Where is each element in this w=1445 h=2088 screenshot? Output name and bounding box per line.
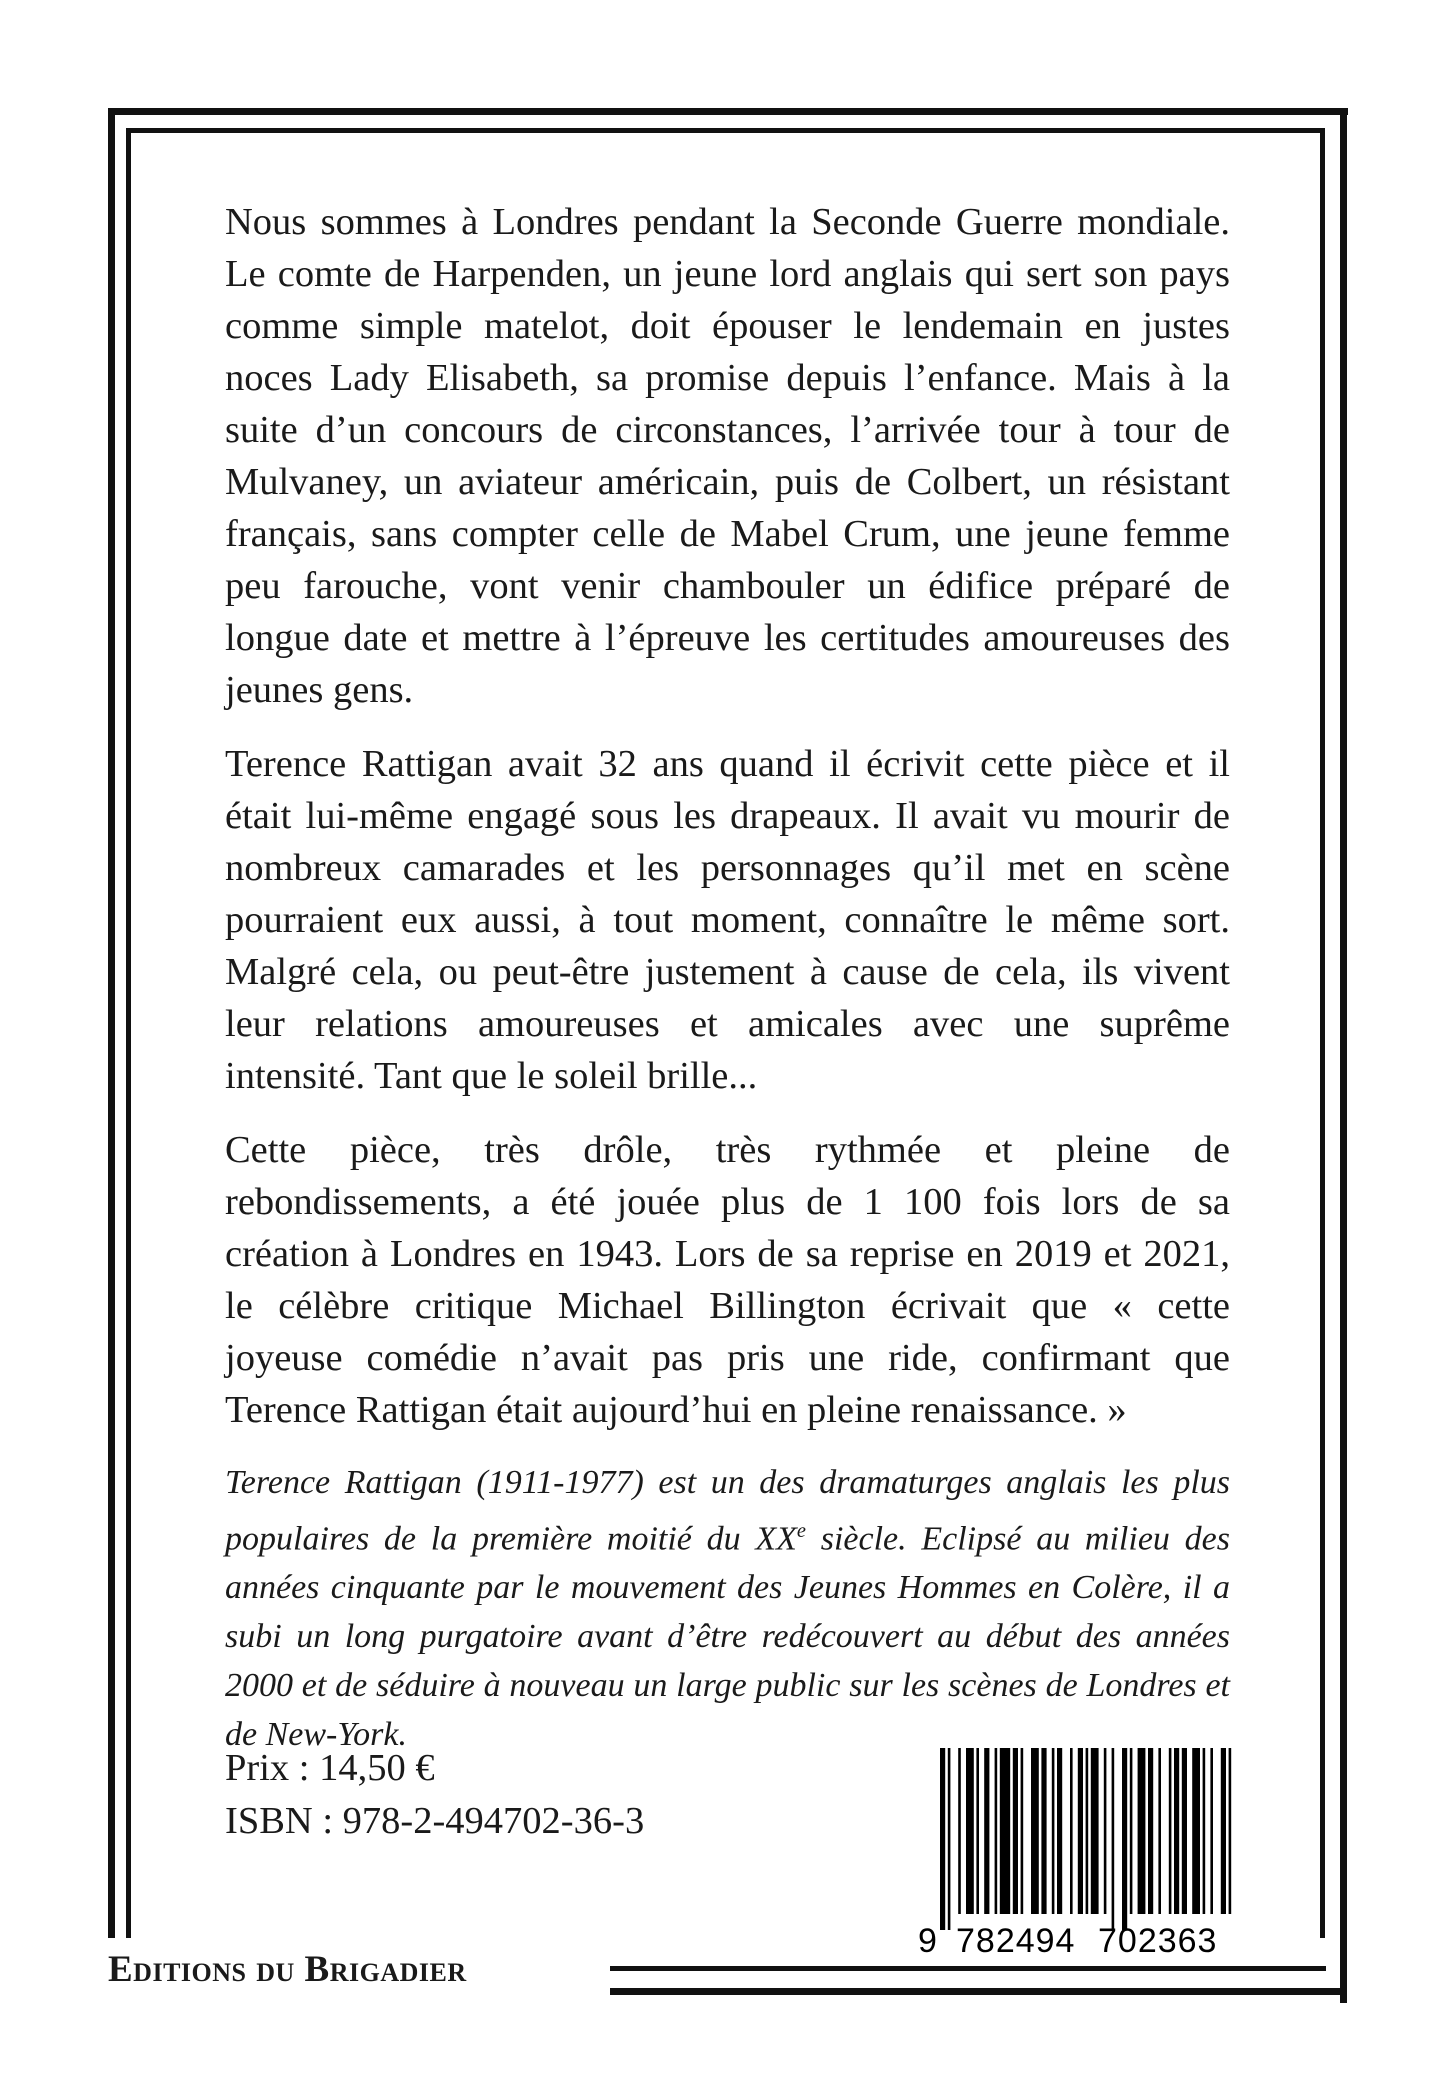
price-block — [225, 1742, 644, 1848]
summary-paragraph-3: Cette pièce, très drôle, très rythmée et pleine de rebondissements, a été jouée plus de 1 100 fois lors de sa création à Londres en 1943. Lors de sa reprise en 2019 et 2021, le célèbre critique Michael Billington écrivait que « cette joyeuse comédie n’avait pas pris une ride, confirmant que Terence Rattigan était aujourd’hui en pleine renaissance. » — [225, 1129, 1230, 1431]
barcode-bar — [966, 1748, 974, 1914]
barcode-bar — [948, 1748, 951, 1930]
barcode-bar — [984, 1748, 989, 1914]
barcode-digits-mid: 782494 — [956, 1922, 1076, 1956]
barcode-bar — [1021, 1748, 1024, 1914]
barcode-digits-right: 702363 — [1098, 1922, 1218, 1956]
frame-right-inner — [1320, 128, 1325, 1938]
barcode-bar — [1138, 1748, 1146, 1914]
barcode-bar — [976, 1748, 979, 1914]
barcode-bar — [1057, 1748, 1062, 1914]
barcode-bar — [1086, 1748, 1089, 1914]
barcode-bar — [1122, 1748, 1127, 1930]
barcode-bar — [1104, 1748, 1107, 1914]
barcode-bar — [1203, 1748, 1206, 1914]
barcode-bar — [1221, 1748, 1226, 1914]
barcode-bar — [1182, 1748, 1187, 1914]
frame-bottom-inner — [610, 1966, 1326, 1971]
barcode-bar — [1210, 1748, 1213, 1914]
barcode-bar — [1148, 1748, 1153, 1914]
frame-bottom-outer — [610, 1988, 1347, 1995]
isbn-barcode — [918, 1748, 1234, 1956]
barcode-bar — [1192, 1748, 1200, 1914]
frame-top-inner — [126, 128, 1320, 133]
barcode-bar — [1174, 1748, 1179, 1914]
barcode-bar — [1000, 1748, 1010, 1914]
barcode-bar — [1158, 1748, 1161, 1914]
author-bio-part-1: Terence Rattigan (1911-1977) est un des dramaturges anglais les plus populaires de la première moitié du XX — [225, 1464, 1230, 1558]
barcode-bar — [1041, 1748, 1046, 1914]
barcode-bar — [1091, 1748, 1099, 1914]
barcode-digit-left: 9 — [918, 1922, 937, 1956]
summary-paragraph-1: Nous sommes à Londres pendant la Seconde Guerre mondiale. Le comte de Harpenden, un jeune lord anglais qui sert son pays comme simple matelot, doit épouser le lendemain en justes noces Lady Elisabeth, sa promise depuis l’enfance. Mais à la suite d’un concours de circonstances, l’arrivée tour à tour de Mulvaney, un aviateur américain, puis de Colbert, un résistant français, sans compter celle de Mabel Crum, une jeune femme peu farouche, vont venir chambouler un édifice préparé de longue date et mettre à l’épreuve les certitudes amoureuses des jeunes gens. — [225, 201, 1230, 711]
price: Prix : 14,50 € — [225, 1747, 435, 1789]
barcode-bar — [940, 1748, 945, 1930]
author-bio — [225, 1458, 1230, 1759]
author-bio-part-2: siècle. Eclipsé au milieu des années cinquante par le mouvement des Jeunes Hommes en Colère, il a subi un long purgatoire avant d’être redécouvert au début des années 2000 et de séduire à nouveau un large public sur les scènes de Londres et de New-York. — [225, 1520, 1230, 1754]
barcode-bar — [1013, 1748, 1018, 1914]
frame-right-outer — [1340, 108, 1347, 2003]
isbn: ISBN : 978-2-494702-36-3 — [225, 1800, 645, 1842]
barcode-bar — [1169, 1748, 1172, 1914]
frame-top-outer — [108, 108, 1348, 115]
back-cover-text — [225, 196, 1230, 1781]
barcode-bar — [1130, 1748, 1133, 1914]
barcode-bar — [1229, 1748, 1232, 1914]
frame-left-inner — [126, 128, 131, 1938]
barcode-bar — [1052, 1748, 1055, 1914]
barcode-bar — [1078, 1748, 1083, 1914]
barcode-bar — [1112, 1748, 1115, 1930]
summary-paragraph-2: Terence Rattigan avait 32 ans quand il écrivit cette pièce et il était lui-même engagé sous les drapeaux. Il avait vu mourir de nombreux camarades et les personnages qu’il met en scène pourraient eux aussi, à tout moment, connaître le même sort. Malgré cela, ou peut-être justement à cause de cela, ils vivent leur relations amoureuses et amicales avec une suprême intensité. Tant que le soleil brille... — [225, 743, 1230, 1097]
author-bio-sup: e — [796, 1520, 806, 1542]
barcode-bar — [958, 1748, 961, 1914]
publisher-name: Editions du Brigadier — [108, 1949, 467, 1990]
barcode-bars — [918, 1748, 1234, 1956]
barcode-bar — [1070, 1748, 1073, 1914]
barcode-bar — [995, 1748, 998, 1914]
barcode-bar — [1031, 1748, 1039, 1914]
frame-left-outer — [108, 108, 115, 1938]
